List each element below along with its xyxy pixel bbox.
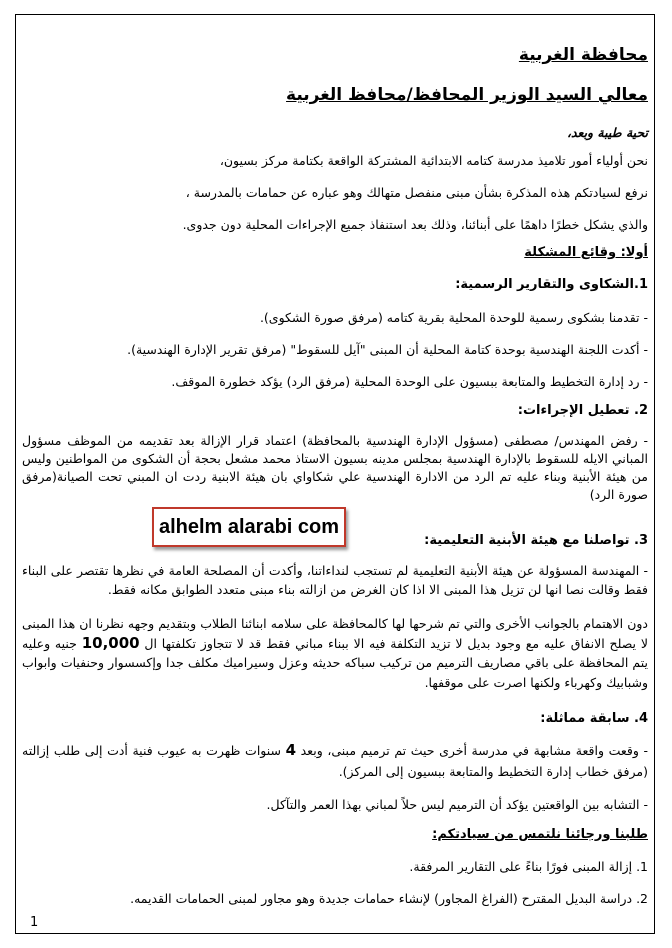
section-4-body-2: - التشابه بين الواقعتين يؤكد أن الترميم ليس حلاً لمباني بهذا العمر والتآكل. [266, 797, 648, 812]
addressee-heading: معالي السيد الوزير المحافظ/محافظ الغربية [286, 85, 648, 105]
section-3-heading: 3. تواصلنا مع هيئة الأبنية التعليمية: [424, 533, 648, 548]
section-4-body-1-text-a: - وقعت واقعة مشابهة في مدرسة أخرى حيث تم ترميم مبنى، وبعد [300, 743, 648, 758]
governorate-heading: محافظة الغربية [518, 45, 648, 65]
section-facts-heading: أولا: وقائع المشكلة [524, 245, 648, 260]
greeting: تحية طيبة وبعد، [566, 125, 648, 140]
section-3-body-1: - المهندسة المسؤولة عن هيئة الأبنية التعليمية لم تستجب لنداءاتنا، وأكدت أن المصلحة العامة في نظرها تقتصر على البناء فقط وقالت نصا انها لن تزيل هذا المبنى الا اذا كان الغرض من ازالته بناء مبنى متعدد الطوابق مكانه فقط. [22, 563, 648, 597]
section-2-body: - رفض المهندس/ مصطفى (مسؤول الإدارة الهندسية بالمحافظة) اعتماد قرار الإزالة بعد تقديمه من الموظف مسؤول المباني الايله للسقوط بالإدارة الهندسية بمجلس مدينه بسيون الاستاذ محمد مشعل بحجة أن الشكوى من المواطنين وليس من هيئة الأبنية وبناء عليه تم الرد من الادارة الهندسية علي شكاواي بان هيئة الابنية ردت ان المبني تحت الصيانة(مرفق صورة الرد) [22, 433, 648, 502]
intro-line-2: نرفع لسيادتكم هذه المذكرة بشأن مبنى منفصل متهالك وهو عباره عن حمامات بالمدرسة ، [185, 185, 648, 200]
section-2-heading: 2. تعطيل الإجراءات: [517, 403, 648, 418]
request-2: 2. دراسة البديل المقترح (الفراغ المجاور) لإنشاء حمامات جديدة وهو مجاور لمبنى الحمامات القديمه. [130, 891, 648, 906]
page-number: 1 [30, 915, 39, 930]
section-4-heading: 4. سابقة مماثلة: [540, 711, 648, 726]
intro-line-3: والذي يشكل خطرًا داهمًا على أبنائنا، وذلك بعد استنفاذ جميع الإجراءات المحلية دون جدوى. [182, 217, 648, 232]
cost-amount: 10,000 [81, 633, 140, 652]
section-1-bullet-2: - أكدت اللجنة الهندسية بوحدة كتامة المحلية أن المبنى "آيل للسقوط" (مرفق تقرير الإدارة الهندسية). [127, 342, 648, 357]
section-1-bullet-1: - تقدمنا بشكوى رسمية للوحدة المحلية بقرية كتامه (مرفق صورة الشكوى). [259, 310, 648, 325]
request-1: 1. إزالة المبنى فورًا بناءً على التقارير المرفقة. [409, 859, 648, 874]
site-watermark: alhelm alarabi com [152, 507, 346, 547]
section-4-body-1-text-b: سنوات ظهرت به عيوب فنية أدت إلى طلب إزالته (مرفق خطاب إدارة التخطيط والمتابعة ببسيون إلى المركز). [22, 743, 648, 779]
intro-line-1: نحن أولياء أمور تلاميذ مدرسة كتامه الابتدائية المشتركة الواقعة بكتامة مركز بسيون، [219, 153, 648, 168]
section-3-body-2-text-b: جنيه وعليه يتم المحافظة على باقي مصاريف الترميم من تركيب سباكه حديثه وعزل وسيراميك مكلف جدا وإكسسوار وحنفيات وابواب وشبابيك وكهرباء ولكنها اصرت على موقفها. [22, 635, 648, 690]
years-count: 4 [285, 741, 297, 759]
requests-heading: طلبنا ورجائنا نلتمس من سيادتكم: [432, 827, 648, 842]
section-1-bullet-3: - رد إدارة التخطيط والمتابعة ببسيون على الوحدة المحلية (مرفق الرد) يؤكد خطورة الموقف. [171, 374, 648, 389]
section-3-body-2-text-a: دون الاهتمام بالجوانب الأخرى والتي تم شرحها لها كالمحافظة على سلامه ابنائنا الطلاب وبتقديم وجهه نظرنا ان هذا المبنى لا يصلح الانفاق عليه مع وجود بديل لا تزيد التكلفة فيه الا ببناء مباني فقط قد لا تتجاوز تكلفتها ال [22, 616, 648, 651]
section-3-body-2 [22, 614, 648, 692]
section-1-heading: 1.الشكاوى والتقارير الرسمية: [455, 277, 648, 292]
section-4-body-1 [22, 740, 648, 782]
